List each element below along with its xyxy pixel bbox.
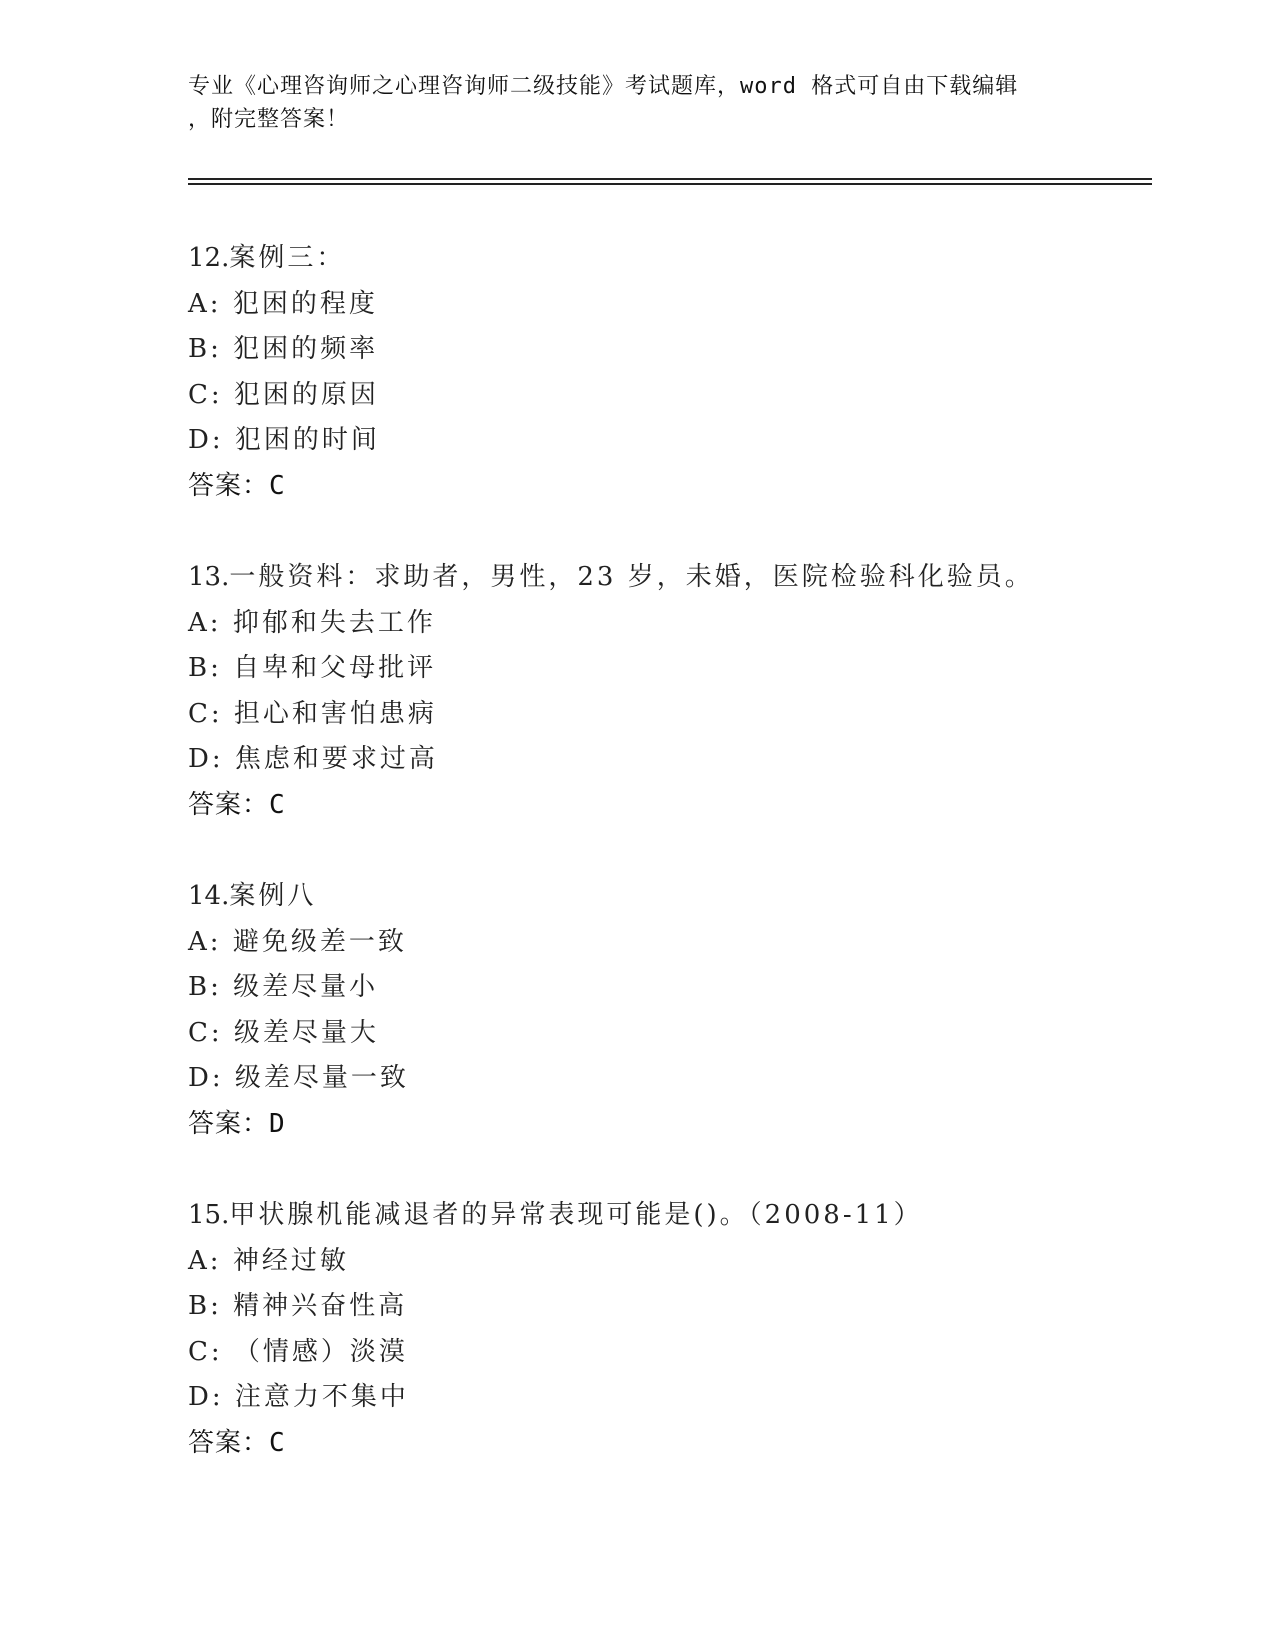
answer-value: C	[269, 1427, 285, 1458]
option-key: A:	[188, 926, 222, 957]
option-text: 犯困的原因	[233, 379, 379, 410]
answer-label: 答案：	[188, 470, 270, 501]
option-text: 级差尽量一致	[234, 1063, 409, 1093]
answer-label: 答案：	[188, 1108, 270, 1139]
option-text: 避免级差一致	[232, 926, 407, 957]
answer-label: 答案：	[188, 789, 270, 820]
option-text: 精神兴奋性高	[233, 1291, 408, 1321]
option-key: D:	[188, 425, 224, 455]
option-key: B:	[188, 334, 222, 364]
question-text: 案例三：	[229, 243, 346, 273]
option-b	[188, 327, 1148, 373]
option-b	[188, 646, 1148, 692]
option-key: D:	[188, 1063, 224, 1093]
option-b	[188, 965, 1148, 1011]
option-d	[188, 737, 1148, 783]
option-text: 犯困的时间	[234, 425, 380, 455]
option-key: D:	[188, 744, 224, 774]
answer-line	[188, 783, 1148, 829]
question-number: 14.	[188, 881, 230, 911]
header-line-1: 专业《心理咨询师之心理咨询师二级技能》考试题库，word 格式可自由下载编辑	[188, 74, 1019, 99]
option-text: 焦虑和要求过高	[234, 744, 438, 774]
option-key: B:	[188, 972, 222, 1002]
question-stem	[188, 874, 1148, 920]
option-c	[188, 1330, 1148, 1376]
option-d	[188, 1056, 1148, 1102]
option-text: 注意力不集中	[234, 1382, 409, 1412]
option-key: C:	[188, 698, 223, 729]
question-stem	[188, 236, 1148, 282]
answer-value: C	[269, 789, 285, 820]
document-header	[188, 70, 1088, 136]
question-text: 一般资料：求助者，男性，23 岁，未婚，医院检验科化验员。	[229, 562, 1034, 592]
option-text: （情感）淡漠	[233, 1336, 408, 1367]
question-12	[188, 236, 1148, 509]
question-14	[188, 874, 1148, 1147]
option-text: 自卑和父母批评	[233, 653, 437, 683]
option-key: A:	[188, 607, 222, 638]
option-text: 级差尽量大	[233, 1017, 379, 1048]
option-key: B:	[188, 653, 222, 683]
option-key: C:	[188, 1336, 223, 1367]
question-number: 13.	[188, 562, 230, 592]
option-text: 犯困的频率	[233, 334, 379, 364]
answer-value: D	[269, 1108, 285, 1139]
option-c	[188, 373, 1148, 419]
option-key: A:	[188, 288, 222, 319]
answer-line	[188, 1421, 1148, 1467]
option-key: B:	[188, 1291, 222, 1321]
option-text: 担心和害怕患病	[233, 698, 437, 729]
option-text: 级差尽量小	[233, 972, 379, 1002]
question-stem	[188, 555, 1148, 601]
header-divider-top	[188, 178, 1152, 180]
answer-line	[188, 464, 1148, 510]
option-a	[188, 282, 1148, 328]
question-text: 案例八	[229, 881, 317, 911]
header-line-2: ，附完整答案！	[188, 107, 350, 132]
option-key: C:	[188, 1017, 223, 1048]
question-15	[188, 1193, 1148, 1466]
option-key: D:	[188, 1382, 224, 1412]
option-d	[188, 1375, 1148, 1421]
option-b	[188, 1284, 1148, 1330]
question-13	[188, 555, 1148, 828]
answer-label: 答案：	[188, 1427, 270, 1458]
answer-value: C	[269, 470, 285, 501]
option-a	[188, 601, 1148, 647]
option-d	[188, 418, 1148, 464]
option-a	[188, 1239, 1148, 1285]
option-a	[188, 920, 1148, 966]
option-text: 抑郁和失去工作	[232, 607, 436, 638]
question-list	[188, 236, 1148, 1512]
question-text: 甲状腺机能减退者的异常表现可能是()。（2008-11）	[229, 1200, 923, 1230]
option-c	[188, 692, 1148, 738]
option-c	[188, 1011, 1148, 1057]
question-stem	[188, 1193, 1148, 1239]
question-number: 15.	[188, 1200, 230, 1230]
option-text: 犯困的程度	[232, 288, 378, 319]
option-key: A:	[188, 1245, 222, 1276]
question-number: 12.	[188, 243, 230, 273]
option-key: C:	[188, 379, 223, 410]
option-text: 神经过敏	[232, 1245, 349, 1276]
header-divider-bottom	[188, 183, 1152, 185]
answer-line	[188, 1102, 1148, 1148]
